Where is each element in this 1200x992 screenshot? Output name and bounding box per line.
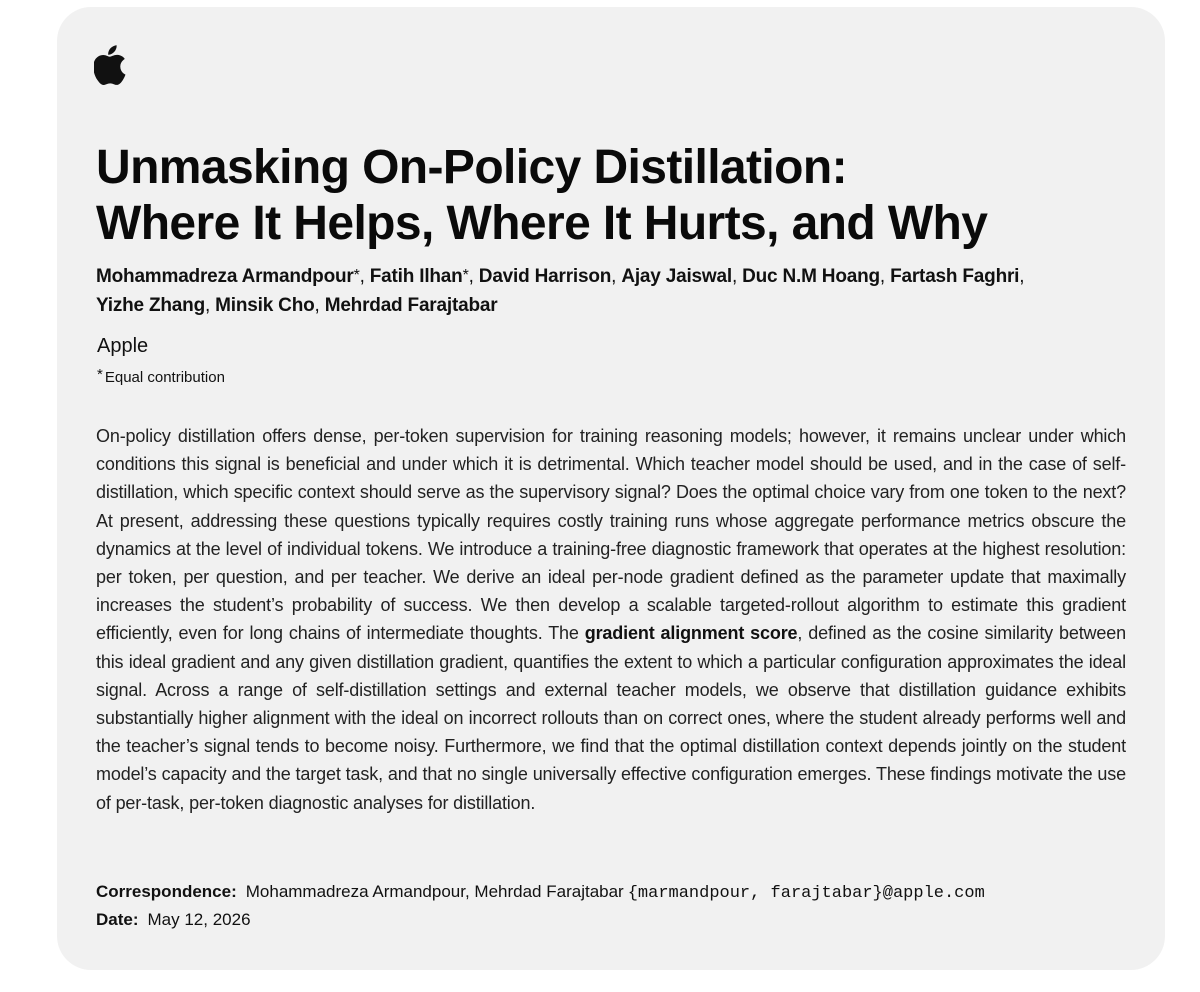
author-name: Ajay Jaiswal <box>621 266 732 287</box>
publication-date <box>96 908 251 932</box>
correspondence-label: Correspondence: <box>96 882 237 901</box>
apple-logo-icon <box>94 44 130 88</box>
title-line-2: Where It Helps, Where It Hurts, and Why <box>96 197 988 250</box>
author-name: David Harrison <box>478 266 612 287</box>
author-name: Mehrdad Farajtabar <box>324 295 498 316</box>
author-name: Fatih Ilhan <box>369 266 463 287</box>
date-label: Date: <box>96 910 139 929</box>
author-name: Yizhe Zhang <box>96 295 205 316</box>
affiliation: Apple <box>97 335 149 357</box>
correspondence-email: {marmandpour, farajtabar}@apple.com <box>627 884 985 903</box>
paper-title <box>96 140 1136 252</box>
author-name: Duc N.M Hoang <box>742 266 880 287</box>
title-line-1: Unmasking On-Policy Distillation: <box>96 141 847 194</box>
date-value: May 12, 2026 <box>147 910 251 929</box>
equal-contribution-mark: * <box>462 267 469 284</box>
author-list: Mohammadreza Armandpour*, Fatih Ilhan*, David Harrison, Ajay Jaiswal, Duc N.M Hoang, Fartash Faghri, Yizhe Zhang, Minsik Cho, Mehrdad Farajtabar <box>96 266 1025 316</box>
author-name: Mohammadreza Armandpour <box>96 266 354 287</box>
author-name: Fartash Faghri <box>890 266 1020 287</box>
abstract-text: On-policy distillation offers dense, per-token supervision for training reasoning models; however, it remains unclear under which conditions this signal is beneficial and under which it is detrimental. Which teacher model should be used, and in the case of self-distillation, which specific context should serve as the supervisory signal? Does the optimal choice vary from one token to the next? At present, addressing these questions typically requires costly training runs whose aggregate performance metrics obscure the dynamics at the level of individual tokens. We introduce a training-free diagnostic framework that operates at the highest resolution: per token, per question, and per teacher. We derive an ideal per-node gradient defined as the parameter update that maximally increases the student’s probability of success. We then develop a scalable targeted-rollout algorithm to estimate this gradient efficiently, even for long chains of intermediate thoughts. The <box>96 426 1126 644</box>
abstract-emphasis: gradient alignment score <box>584 623 798 644</box>
abstract <box>96 422 1126 817</box>
correspondence-names: Mohammadreza Armandpour, Mehrdad Farajtabar <box>245 882 624 901</box>
author-name: Minsik Cho <box>215 295 315 316</box>
equal-contribution-mark: * <box>97 366 103 383</box>
abstract-text: , defined as the cosine similarity between this ideal gradient and any given distillation gradient, quantifies the extent to which a particular configuration approximates the ideal signal. Across a range of self-distillation settings and external teacher models, we observe that distillation guidance exhibits substantially higher alignment with the ideal on incorrect rollouts than on correct ones, where the student already performs well and the teacher’s signal tends to become noisy. Furthermore, we find that the optimal distillation context depends jointly on the student model’s capacity and the target task, and that no single universally effective configuration emerges. These findings motivate the use of per-task, per-token diagnostic analyses for distillation. <box>96 623 1126 813</box>
equal-contribution-text: Equal contribution <box>104 369 225 386</box>
correspondence <box>96 880 985 906</box>
equal-contribution-note <box>97 364 225 389</box>
equal-contribution-mark: * <box>353 267 360 284</box>
